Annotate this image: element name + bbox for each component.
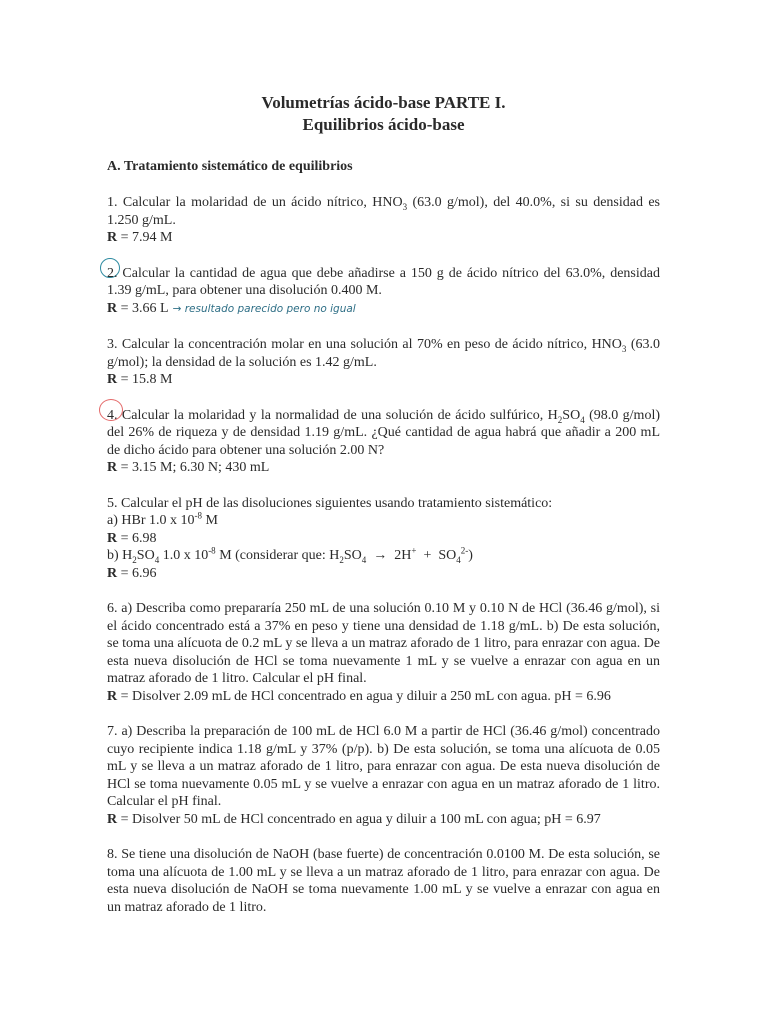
question-3	[107, 336, 660, 389]
question-5a-answer: R = 6.98	[107, 530, 157, 546]
question-5b-text: b) $H_2SO_4$ 1.0 x $10^{-8}$ M (considerar que: $H_2SO_4 \to 2H^+ + SO_4^{2-}$)	[107, 545, 473, 565]
question-3-answer: R = 15.8 M	[107, 372, 173, 387]
question-1-answer: R = 7.94 M	[107, 230, 173, 245]
question-8-text: 8. Se tiene una disolución de NaOH (base fuerte) de concentración 0.0100 M. De esta solución, se toma una alícuota de 1.00 mL y se lleva a un matraz aforado de 1 litro, para enrazar con agua. De esta nueva disolución de NaOH se toma nuevamente 1.00 mL y se vuelve a enrazar con agua en un matraz aforado de 1 litro.	[107, 847, 660, 915]
question-6-text: 6. a) Describa como prepararía 250 mL de una solución 0.10 M y 0.10 N de HCl (36.46 g/mol), si el ácido concentrado está a 37% en peso y tiene una densidad de 1.18 g/mL. b) De esta solución, se toma una alícuota de 0.2 mL y se lleva a un matraz aforado de 1 litro, para enrazar con agua. De esta nueva disolución de HCl se toma nuevamente 1 mL y se vuelve a enrazar con agua en un matraz aforado de 1 litro. Calcular el pH final.	[107, 601, 661, 686]
question-6	[107, 600, 660, 705]
question-1-text: 1. Calcular la molaridad de un ácido nítrico, $HNO_3$ (63.0 g/mol), del 40.0%, si su densidad es 1.250 g/mL.	[107, 195, 660, 228]
question-2-answer: R = 3.66 L → resultado parecido pero no igual	[107, 300, 356, 316]
question-8	[107, 846, 660, 916]
title-line-2: Equilibrios ácido-base	[302, 115, 465, 134]
question-1	[107, 194, 660, 247]
question-5b-answer: R = 6.96	[107, 565, 157, 581]
question-5-intro: 5. Calcular el pH de las disoluciones siguientes usando tratamiento sistemático:	[107, 495, 553, 511]
document-page	[107, 92, 660, 916]
question-5a-text: a) HBr 1.0 x $10^{-8}$ M	[107, 510, 218, 528]
question-7	[107, 723, 660, 828]
question-3-text: 3. Calcular la concentración molar en una solución al 70% en peso de ácido nítrico, $HNO_3$ (63.0 g/mol); la densidad de la solución es 1.42 g/mL.	[107, 337, 661, 370]
handwritten-note: → resultado parecido pero no igual	[172, 302, 356, 315]
question-4	[107, 407, 660, 477]
question-6-answer: R = Disolver 2.09 mL de HCl concentrado en agua y diluir a 250 mL con agua. pH = 6.96	[107, 688, 611, 704]
title-line-1: Volumetrías ácido-base PARTE I.	[261, 93, 506, 112]
question-4-answer: R = 3.15 M; 6.30 N; 430 mL	[107, 460, 270, 475]
section-heading-a: A. Tratamiento sistemático de equilibrios	[107, 159, 353, 174]
question-4-text: 4. Calcular la molaridad y la normalidad de una solución de ácido sulfúrico, $H_2SO_4$ (98.0 g/mol) del 26% de riqueza y de densidad 1.19 g/mL. ¿Qué cantidad de agua habrá que añadir a 200 mL de dicho ácido para obtener una solución 2.00 N?	[107, 407, 661, 458]
question-7-answer: R = Disolver 50 mL de HCl concentrado en agua y diluir a 100 mL con agua; pH = 6.97	[107, 811, 601, 827]
question-5	[107, 495, 660, 583]
question-7-text: 7. a) Describa la preparación de 100 mL de HCl 6.0 M a partir de HCl (36.46 g/mol) concentrado cuyo recipiente indica 1.18 g/mL y 37% (p/p). b) De esta solución, se toma una alícuota de 0.05 mL y se lleva a un matraz aforado de 1 litro, para enrazar con agua. De esta nueva disolución de HCl se toma nuevamente 0.05 mL y se vuelve a enrazar con agua en un matraz aforado de 1 litro. Calcular el pH final.	[107, 724, 660, 809]
question-2	[107, 265, 660, 319]
question-2-text: 2. Calcular la cantidad de agua que debe añadirse a 150 g de ácido nítrico del 63.0%, densidad 1.39 g/mL, para obtener una disolución 0.400 M.	[107, 265, 660, 298]
